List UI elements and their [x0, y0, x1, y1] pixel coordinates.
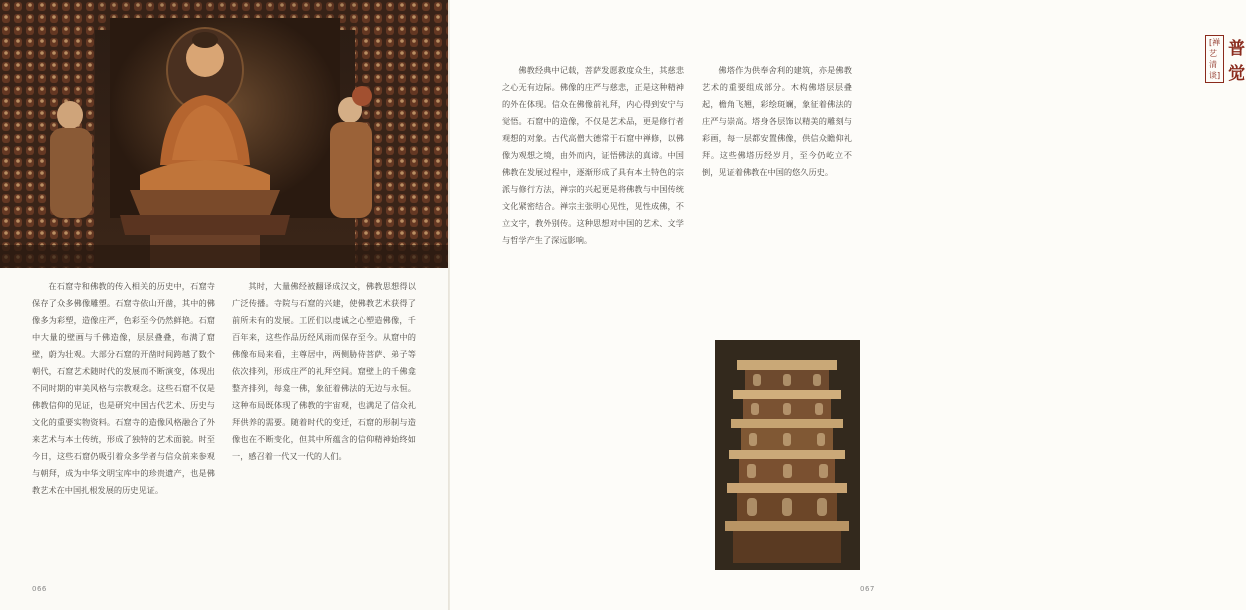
section-title: 普觉 [1228, 39, 1246, 84]
wooden-pagoda-photo [715, 340, 860, 570]
page-number-left: 066 [32, 585, 47, 593]
left-paragraph-1: 在石窟寺和佛教的传入相关的历史中，石窟寺保存了众多佛像雕塑。石窟寺依山开凿，其中的佛像多为彩塑，造像庄严，色彩至今仍然鲜艳。石窟中大量的壁画与千佛造像，层层叠叠，布满了窟壁，蔚为壮观。大部分石窟的开凿时间跨越了数个朝代，石窟艺术随时代的发展而不断演变，体现出不同时期的审美风格与宗教观念。这些石窟不仅是佛教信仰的见证，也是研究中国古代艺术、历史与文化的重要实物资料。石窟寺的造像风格融合了外来艺术与本土传统，形成了独特的艺术面貌。时至今日，这些石窟仍吸引着众多学者与信众前来参观与朝拜，成为中华文明宝库中的珍贵遗产，也是佛教艺术在中国扎根发展的历史见证。 [32, 281, 215, 495]
left-text-column-2 [232, 278, 416, 578]
left-paragraph-2: 其时，大量佛经被翻译成汉文，佛教思想得以广泛传播。寺院与石窟的兴建，使佛教艺术获得了前所未有的发展。工匠们以虔诚之心塑造佛像，千百年来，这些作品历经风雨而保存至今。从窟中的佛像布局来看，主尊居中，两侧胁侍菩萨、弟子等依次排列，形成庄严的礼拜空间。窟壁上的千佛龛整齐排列，每龛一佛，象征着佛法的无边与永恒。这种布局既体现了佛教的宇宙观，也满足了信众礼拜供养的需要。随着时代的变迁，石窟的形制与造像也在不断变化，但其中所蕴含的信仰精神始终如一，感召着一代又一代的人们。 [232, 281, 416, 461]
grotto-buddha-photo [0, 0, 450, 268]
section-header [1205, 34, 1246, 84]
right-text-column-1 [502, 62, 684, 577]
section-tag-label: [禅艺清谈] [1205, 35, 1224, 83]
right-paragraph-2: 佛塔作为供奉舍利的建筑，亦是佛教艺术的重要组成部分。木构佛塔层层叠起，檐角飞翘，彩绘斑斓，象征着佛法的庄严与崇高。塔身各层饰以精美的雕刻与彩画，每一层都安置佛像，供信众瞻仰礼拜。这些佛塔历经岁月，至今仍屹立不倒，见证着佛教在中国的悠久历史。 [702, 65, 852, 177]
right-text-column-2 [702, 62, 852, 332]
right-page [450, 0, 1246, 610]
left-page [0, 0, 450, 610]
grotto-photo-art [0, 0, 450, 268]
pagoda-photo-art [715, 340, 860, 570]
right-paragraph-1: 佛教经典中记载，菩萨发愿救度众生，其慈悲之心无有边际。佛像的庄严与慈悲，正是这种精神的外在体现。信众在佛像前礼拜，内心得到安宁与觉悟。石窟中的造像，不仅是艺术品，更是修行者观想的对象。古代高僧大德常于石窟中禅修，以佛像为观想之境，由外而内，证悟佛法的真谛。中国佛教在发展过程中，逐渐形成了具有本土特色的宗派与修行方法，禅宗的兴起更是将佛教与中国传统文化紧密结合。禅宗主张明心见性，见性成佛，不立文字，教外别传。这种思想对中国的艺术、文学与哲学产生了深远影响。 [502, 65, 684, 245]
page-number-right: 067 [860, 585, 875, 593]
left-text-column-1 [32, 278, 215, 578]
